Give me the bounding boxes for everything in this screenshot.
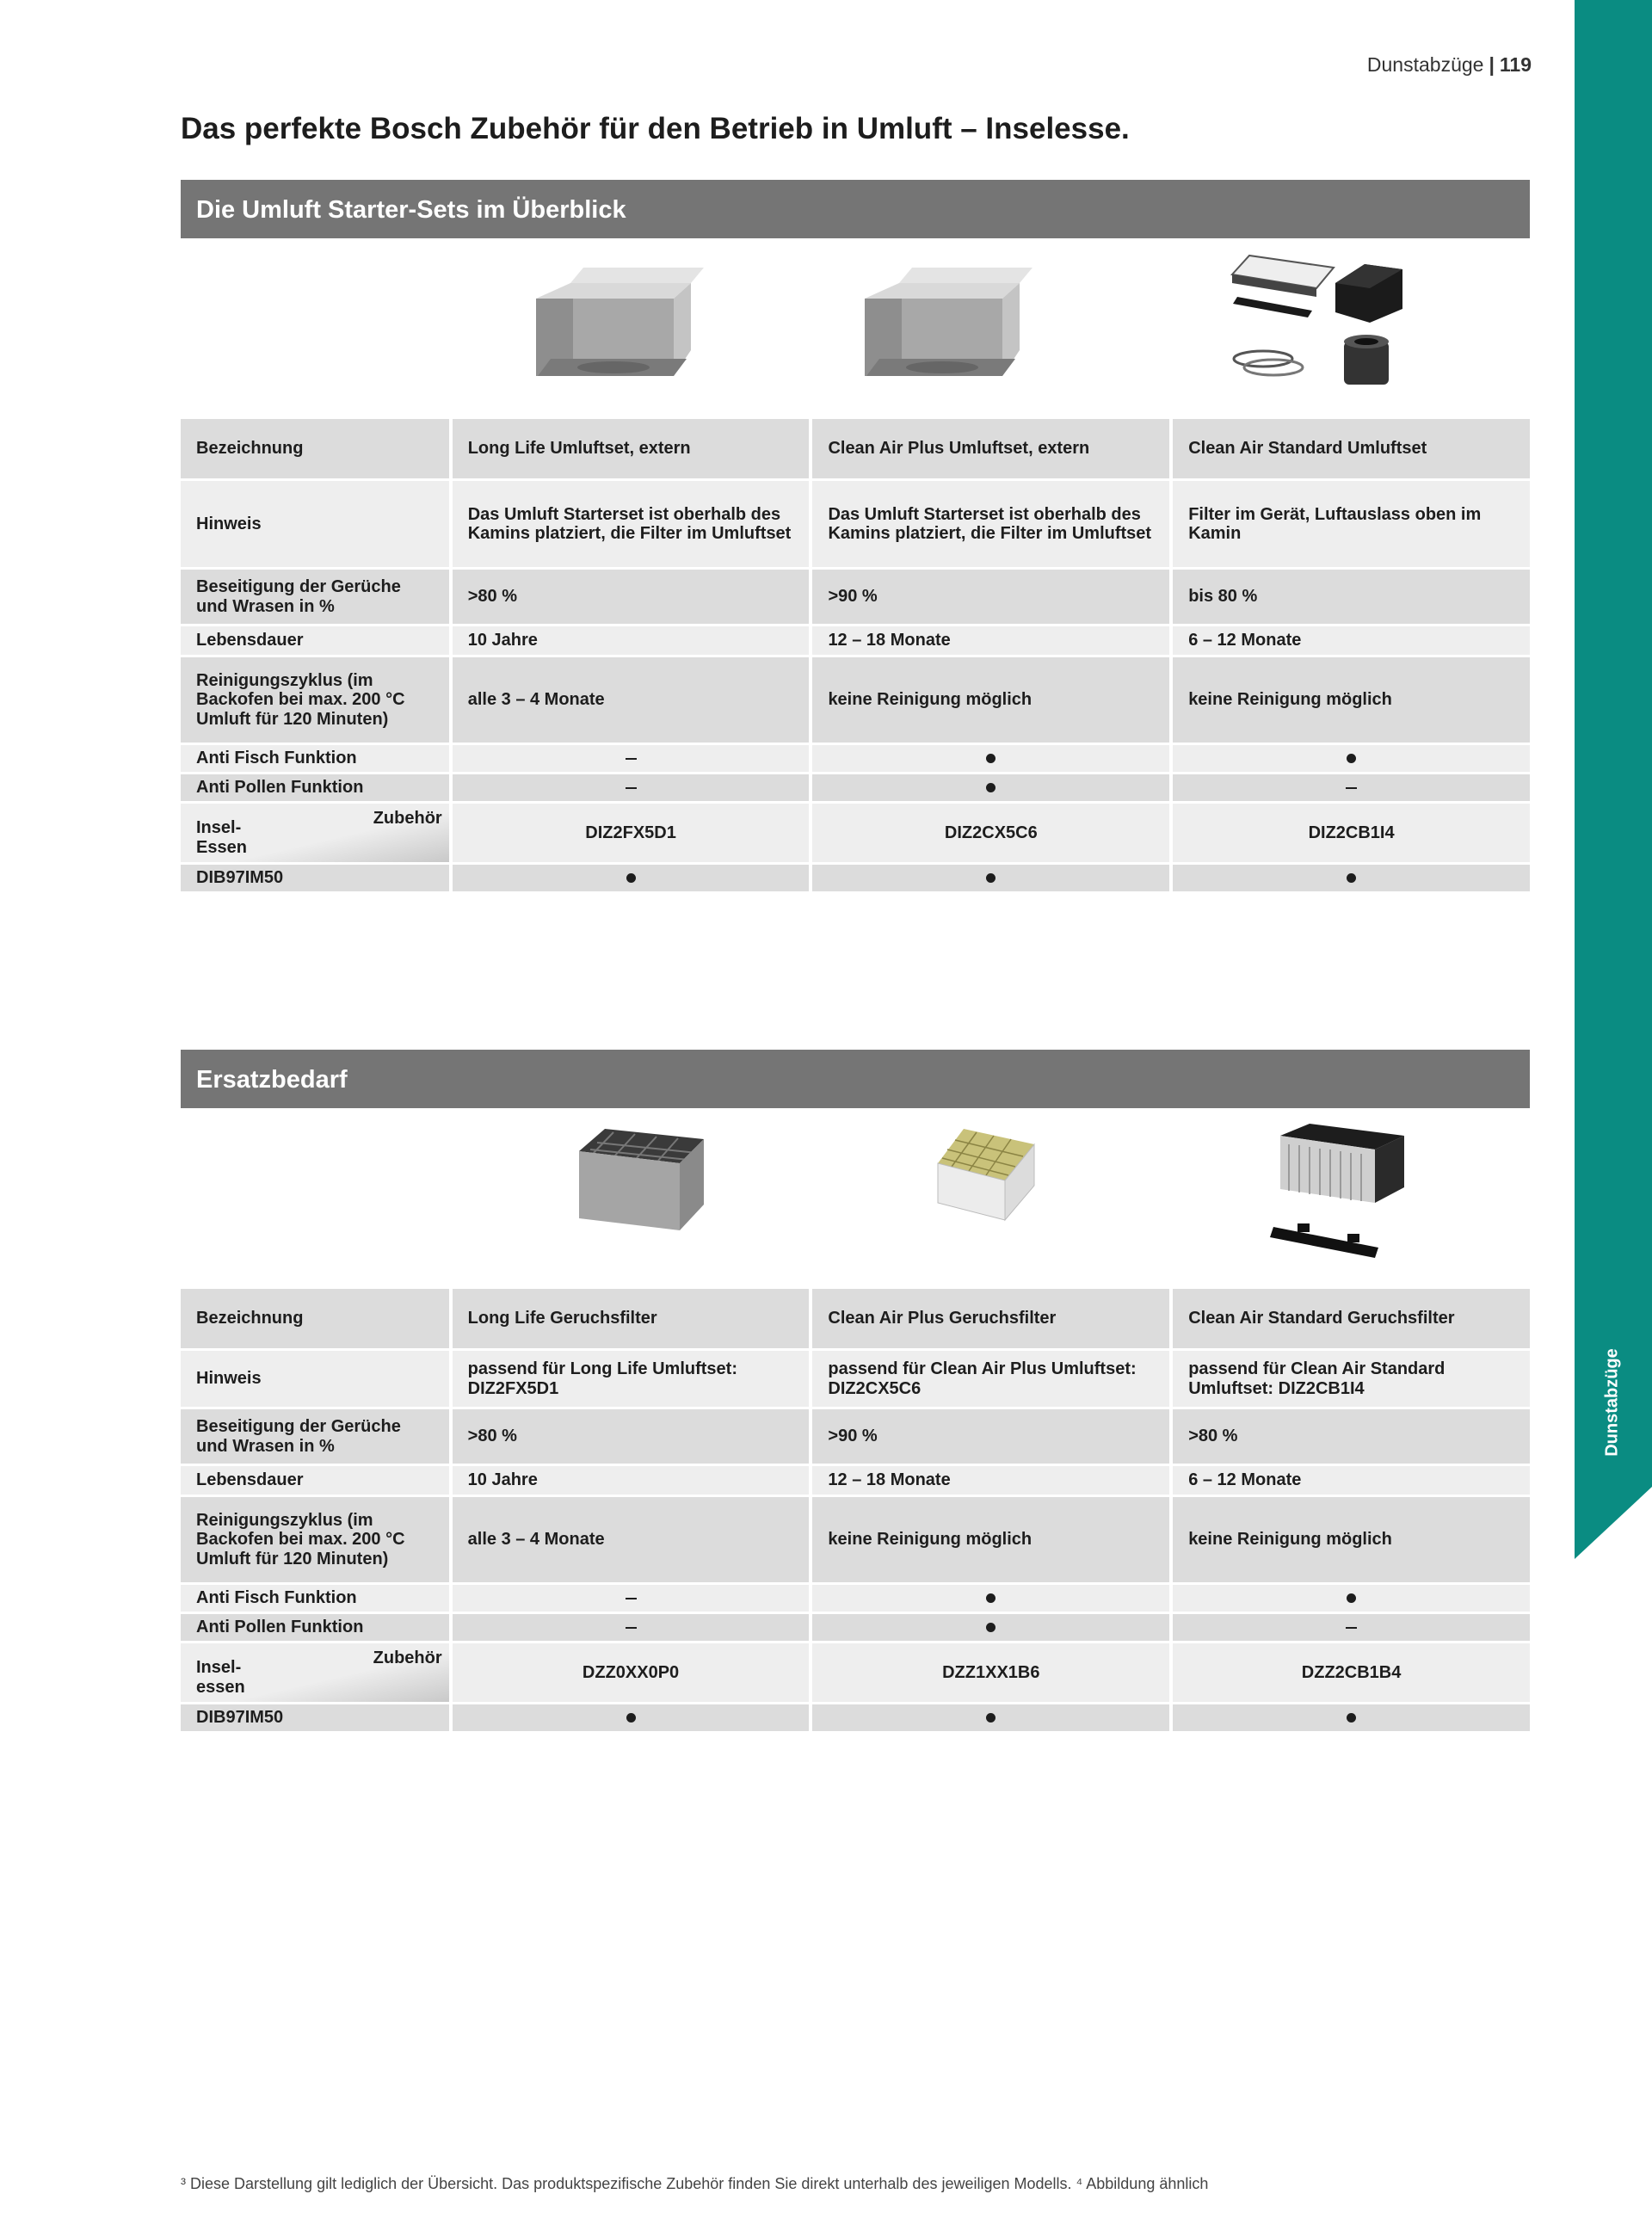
cell-symbol [449,1612,810,1641]
cell-value: Das Umluft Starterset ist oberhalb des Kamins platziert, die Filter im Umluftset [449,478,810,567]
cell-symbol [1169,772,1530,801]
cell-symbol [449,1582,810,1612]
cell-value: passend für Long Life Umluftset: DIZ2FX5D1 [449,1348,810,1407]
bullet-icon [986,1623,996,1632]
cell-symbol [1169,862,1530,891]
row-hinweis [181,478,1530,567]
cell-value: Clean Air Standard Umluftset [1169,419,1530,478]
cell-value: Long Life Geruchsfilter [449,1289,810,1348]
bullet-icon [986,873,996,883]
row-model [181,1702,1530,1731]
cell-symbol [809,1612,1169,1641]
row-beseitigung [181,567,1530,624]
header-separator: | [1489,53,1495,76]
bullet-icon [626,873,636,883]
cell-value: keine Reinigung möglich [809,655,1169,743]
row-beseitigung [181,1407,1530,1464]
section-heading: Die Umluft Starter-Sets im Überblick [181,180,1530,238]
header-section: Dunstabzüge [1366,53,1484,76]
bullet-icon [986,754,996,763]
accessory-code: DZZ0XX0P0 [449,1641,810,1702]
product-image-row [181,238,1530,419]
cleanair-standard-set-image [1144,249,1504,412]
diag-bottom-label: Insel- essen [196,1658,245,1697]
cell-value: bis 80 % [1169,567,1530,624]
row-label: Reinigungszyklus (im Backofen bei max. 200 °C Umluft für 120 Minuten) [181,1495,449,1582]
bullet-icon [1347,873,1356,883]
dash-icon [1346,1627,1357,1629]
diag-bottom-label: Insel- Essen [196,818,247,857]
cell-value: Clean Air Plus Geruchsfilter [809,1289,1169,1348]
row-label: DIB97IM50 [181,1702,449,1731]
bullet-icon [986,1593,996,1603]
row-label: Bezeichnung [181,1289,449,1348]
row-lebensdauer [181,1464,1530,1495]
cell-value: >80 % [449,1407,810,1464]
cleanair-plus-filter-image [783,1119,1143,1282]
accessory-code: DIZ2CX5C6 [809,801,1169,862]
cell-value: alle 3 – 4 Monate [449,1495,810,1582]
row-reinigung [181,1495,1530,1582]
cell-value: 6 – 12 Monate [1169,1464,1530,1495]
replacement-table [181,1289,1530,1731]
cell-value: Das Umluft Starterset ist oberhalb des Kamins platziert, die Filter im Umluftset [809,478,1169,567]
cell-symbol [449,1702,810,1731]
cell-symbol [809,1702,1169,1731]
accessory-code: DZZ1XX1B6 [809,1641,1169,1702]
longlife-filter-image [454,1119,814,1282]
row-bezeichnung [181,419,1530,478]
diag-top-label: Zubehör [373,1649,442,1667]
footnote: ³ Diese Darstellung gilt lediglich der Übersicht. Das produktspezifische Zubehör finden Sie direkt unterhalb des jeweiligen Modells. ⁴ Abbildung ähnlich [181,2175,1209,2192]
cell-value: >90 % [809,567,1169,624]
cell-value: Filter im Gerät, Luftauslass oben im Kamin [1169,478,1530,567]
row-zubehoer [181,1641,1530,1702]
cell-symbol [449,862,810,891]
side-tab-corner [1575,1487,1652,1559]
cell-value: keine Reinigung möglich [1169,655,1530,743]
cell-value: alle 3 – 4 Monate [449,655,810,743]
cell-value: >90 % [809,1407,1169,1464]
row-label: Hinweis [181,1348,449,1407]
cell-value: keine Reinigung möglich [809,1495,1169,1582]
section-heading: Ersatzbedarf [181,1050,1530,1108]
cell-value: >80 % [1169,1407,1530,1464]
cleanair-standard-filter-image [1144,1119,1504,1282]
row-label: Beseitigung der Gerüche und Wrasen in % [181,1407,449,1464]
cell-value: 12 – 18 Monate [809,624,1169,655]
cell-value: 12 – 18 Monate [809,1464,1169,1495]
row-label: Anti Fisch Funktion [181,743,449,772]
page-title: Das perfekte Bosch Zubehör für den Betrieb in Umluft – Inselesse. [181,112,1130,145]
diag-top-label: Zubehör [373,809,442,828]
cell-value: 10 Jahre [449,1464,810,1495]
row-model [181,862,1530,891]
cell-value: Clean Air Standard Geruchsfilter [1169,1289,1530,1348]
bullet-icon [1347,754,1356,763]
cell-symbol [449,743,810,772]
dash-icon [626,1627,637,1629]
cell-symbol [809,772,1169,801]
product-image-row [181,1108,1530,1289]
row-label: DIB97IM50 [181,862,449,891]
cell-symbol [809,862,1169,891]
row-lebensdauer [181,624,1530,655]
cell-symbol [1169,743,1530,772]
accessory-code: DZZ2CB1B4 [1169,1641,1530,1702]
dash-icon [626,1598,637,1599]
cell-value: passend für Clean Air Plus Umluftset: DIZ2CX5C6 [809,1348,1169,1407]
row-label: Anti Fisch Funktion [181,1582,449,1612]
starter-sets-section [181,180,1530,891]
row-bezeichnung [181,1289,1530,1348]
side-tab-band [1575,0,1652,1487]
row-label: Anti Pollen Funktion [181,1612,449,1641]
row-hinweis [181,1348,1530,1407]
accessory-code: DIZ2CB1I4 [1169,801,1530,862]
dash-icon [626,758,637,760]
row-label: Anti Pollen Funktion [181,772,449,801]
cell-symbol [1169,1612,1530,1641]
page-header [671,53,1532,77]
row-anti-fisch [181,1582,1530,1612]
cell-value: >80 % [449,567,810,624]
bullet-icon [626,1713,636,1723]
cell-symbol [1169,1582,1530,1612]
row-label: Lebensdauer [181,624,449,655]
row-reinigung [181,655,1530,743]
cell-value: 6 – 12 Monate [1169,624,1530,655]
cell-value: 10 Jahre [449,624,810,655]
dash-icon [626,787,637,789]
longlife-set-image [454,249,814,412]
cell-symbol [809,743,1169,772]
cell-value: Long Life Umluftset, extern [449,419,810,478]
cell-value: passend für Clean Air Standard Umluftset: DIZ2CB1I4 [1169,1348,1530,1407]
bullet-icon [1347,1713,1356,1723]
row-anti-fisch [181,743,1530,772]
dash-icon [1346,787,1357,789]
row-label: Lebensdauer [181,1464,449,1495]
page-number: 119 [1499,53,1532,76]
diagonal-header-cell [181,1641,449,1702]
accessory-code: DIZ2FX5D1 [449,801,810,862]
replacement-section [181,1050,1530,1731]
cell-value: keine Reinigung möglich [1169,1495,1530,1582]
row-anti-pollen [181,1612,1530,1641]
bullet-icon [986,1713,996,1723]
bullet-icon [1347,1593,1356,1603]
cell-value: Clean Air Plus Umluftset, extern [809,419,1169,478]
side-tab-label: Dunstabzüge [1602,1348,1622,1457]
diagonal-header-cell [181,801,449,862]
row-label: Bezeichnung [181,419,449,478]
bullet-icon [986,783,996,792]
cell-symbol [809,1582,1169,1612]
row-label: Hinweis [181,478,449,567]
row-anti-pollen [181,772,1530,801]
cell-symbol [449,772,810,801]
row-zubehoer [181,801,1530,862]
starter-sets-table [181,419,1530,891]
row-label: Beseitigung der Gerüche und Wrasen in % [181,567,449,624]
cell-symbol [1169,1702,1530,1731]
row-label: Reinigungszyklus (im Backofen bei max. 200 °C Umluft für 120 Minuten) [181,655,449,743]
cleanair-plus-set-image [783,249,1143,412]
